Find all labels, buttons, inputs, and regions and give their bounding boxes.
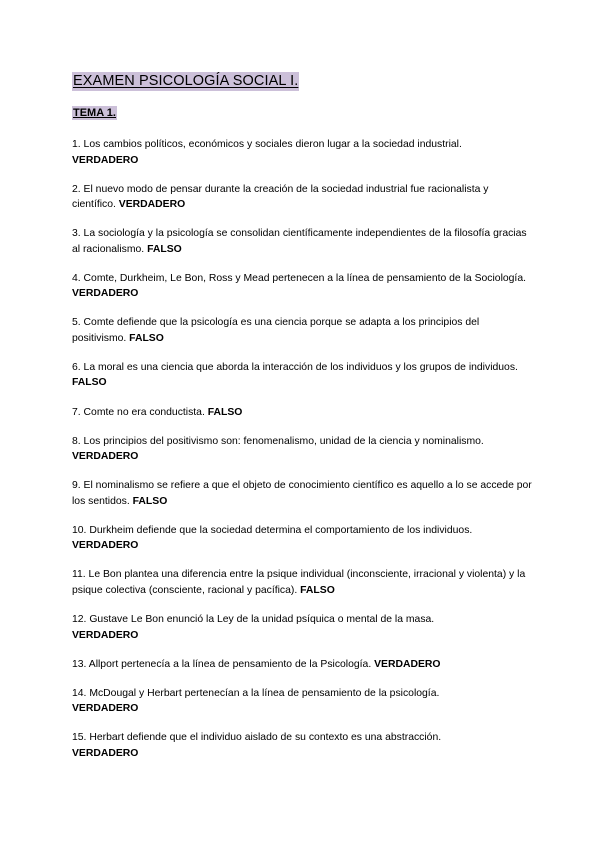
question-text: 6. La moral es una ciencia que aborda la interacción de los individuos y los grupos de individuos. (72, 361, 518, 373)
question-item (72, 686, 532, 717)
question-item (72, 478, 532, 509)
question-item (72, 523, 532, 554)
section-title: TEMA 1. (73, 107, 116, 119)
question-answer: FALSO (147, 243, 182, 255)
question-text: 12. Gustave Le Bon enunció la Ley de la unidad psíquica o mental de la masa. (72, 614, 435, 626)
question-text: 13. Allport pertenecía a la línea de pensamiento de la Psicología. (72, 658, 372, 670)
question-item (72, 182, 532, 213)
question-item (72, 657, 532, 673)
question-text: 10. Durkheim defiende que la sociedad determina el comportamiento de los individuos. (72, 524, 473, 536)
question-answer: VERDADERO (72, 451, 139, 463)
question-text: 11. Le Bon plantea una diferencia entre la psique individual (inconsciente, irracional y violenta) y la psique colectiva (consciente, racional y pacífica). (72, 569, 526, 596)
question-item (72, 612, 532, 643)
question-text: 5. Comte defiende que la psicología es una ciencia porque se adapta a los principios del positivismo. (72, 317, 480, 344)
question-item (72, 315, 532, 346)
question-answer: VERDADERO (72, 154, 139, 166)
question-item (72, 405, 532, 421)
question-answer: VERDADERO (72, 703, 139, 715)
document-title: EXAMEN PSICOLOGÍA SOCIAL I. (73, 73, 299, 89)
question-answer: FALSO (72, 377, 107, 389)
question-text: 14. McDougal y Herbart pertenecían a la línea de pensamiento de la psicología. (72, 687, 440, 699)
question-text: 7. Comte no era conductista. (72, 406, 205, 418)
question-answer: VERDADERO (72, 629, 139, 641)
question-text: 1. Los cambios políticos, económicos y sociales dieron lugar a la sociedad industrial. (72, 139, 462, 150)
question-item (72, 360, 532, 391)
question-answer: FALSO (129, 332, 164, 344)
question-answer: FALSO (132, 495, 168, 507)
question-text: 2. El nuevo modo de pensar durante la creación de la sociedad industrial fue racionalista y científico. (72, 183, 489, 211)
question-text: 3. La sociología y la psicología se consolidan científicamente independientes de la filosofía gracias al racionalismo. (72, 228, 527, 255)
question-text: 4. Comte, Durkheim, Le Bon, Ross y Mead pertenecen a la línea de pensamiento de la Sociología. (72, 272, 526, 284)
question-item (72, 226, 532, 257)
question-answer: FALSO (207, 406, 243, 418)
question-item (72, 730, 532, 761)
question-answer: VERDADERO (72, 288, 139, 300)
question-text: 9. El nominalismo se refiere a que el objeto de conocimiento científico es aquello a lo se accede por los sentidos. (72, 480, 532, 507)
question-item (72, 271, 532, 302)
question-item (72, 434, 532, 465)
question-item (72, 567, 532, 598)
question-item (72, 137, 532, 168)
question-answer: VERDADERO (72, 540, 139, 552)
question-answer: FALSO (300, 584, 335, 596)
question-answer: VERDADERO (118, 199, 186, 211)
question-answer: VERDADERO (72, 747, 139, 759)
question-text: 8. Los principios del positivismo son: fenomenalismo, unidad de la ciencia y nominalismo. (72, 435, 484, 447)
question-text: 15. Herbart defiende que el individuo aislado de su contexto es una abstracción. (72, 732, 442, 744)
question-list (72, 137, 532, 775)
question-answer: VERDADERO (374, 658, 441, 670)
